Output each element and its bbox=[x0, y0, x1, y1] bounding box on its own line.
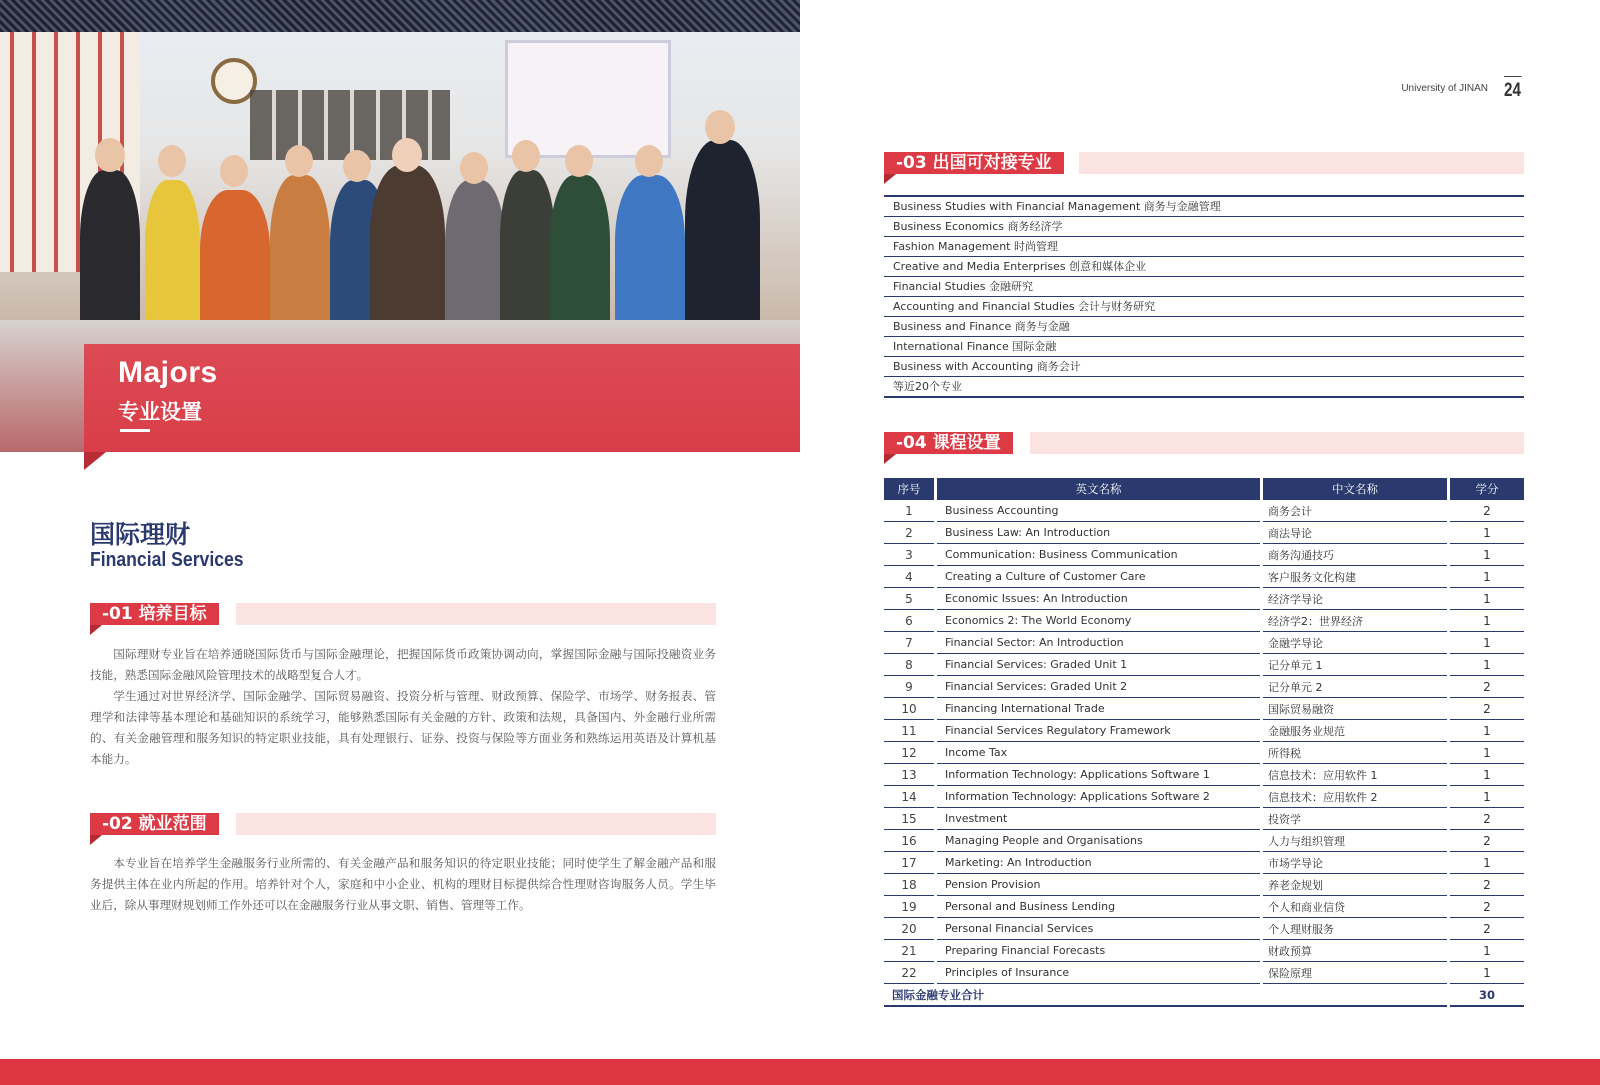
cell-course-zh: 个人理财服务 bbox=[1263, 918, 1447, 940]
cell-course-zh: 经济学2：世界经济 bbox=[1263, 610, 1447, 632]
program-title-en: Financial Services bbox=[90, 549, 244, 571]
section4-heading-corner bbox=[884, 454, 896, 464]
table-row bbox=[884, 654, 1524, 676]
cell-no: 2 bbox=[884, 522, 934, 544]
cell-course-en: Creating a Culture of Customer Care bbox=[937, 566, 1260, 588]
cell-course-zh: 信息技术：应用软件 1 bbox=[1263, 764, 1447, 786]
cell-course-en: Communication: Business Communication bbox=[937, 544, 1260, 566]
table-row bbox=[884, 544, 1524, 566]
table-row bbox=[884, 742, 1524, 764]
table-row bbox=[884, 566, 1524, 588]
list-item: Business and Finance 商务与金融 bbox=[884, 317, 1524, 337]
cell-credit: 1 bbox=[1450, 852, 1524, 874]
cell-course-en: Business Accounting bbox=[937, 500, 1260, 522]
table-header-row bbox=[884, 478, 1524, 500]
cell-credit: 1 bbox=[1450, 786, 1524, 808]
cell-credit: 2 bbox=[1450, 698, 1524, 720]
list-item: Business Economics 商务经济学 bbox=[884, 217, 1524, 237]
cell-credit: 1 bbox=[1450, 962, 1524, 984]
cell-course-zh: 记分单元 1 bbox=[1263, 654, 1447, 676]
hero-flag-corner bbox=[84, 452, 106, 470]
table-row bbox=[884, 720, 1524, 742]
section1-heading-bar bbox=[236, 603, 716, 625]
table-row bbox=[884, 632, 1524, 654]
cell-course-zh: 记分单元 2 bbox=[1263, 676, 1447, 698]
section2-heading-block bbox=[90, 813, 716, 835]
cell-course-en: Financial Services: Graded Unit 1 bbox=[937, 654, 1260, 676]
cell-credit: 2 bbox=[1450, 874, 1524, 896]
cell-course-en: Personal Financial Services bbox=[937, 918, 1260, 940]
cell-no: 8 bbox=[884, 654, 934, 676]
section2-heading-bar bbox=[236, 813, 716, 835]
cell-course-zh: 商务沟通技巧 bbox=[1263, 544, 1447, 566]
cell-course-en: Financing International Trade bbox=[937, 698, 1260, 720]
cell-credit: 2 bbox=[1450, 918, 1524, 940]
table-row bbox=[884, 852, 1524, 874]
table-total-row bbox=[884, 984, 1524, 1007]
cell-course-en: Financial Services Regulatory Framework bbox=[937, 720, 1260, 742]
section4-heading-bar bbox=[1030, 432, 1524, 454]
page-number: 24 bbox=[1504, 76, 1522, 102]
group-photo bbox=[0, 0, 800, 452]
cell-course-zh: 客户服务文化构建 bbox=[1263, 566, 1447, 588]
section1-paragraph-1: 国际理财专业旨在培养通晓国际货币与国际金融理论，把握国际货币政策协调动向，掌握国际金融与国际投融资业务技能，熟悉国际金融风险管理技术的战略型复合人才。 bbox=[90, 647, 716, 682]
total-value: 30 bbox=[1450, 984, 1524, 1007]
cell-credit: 1 bbox=[1450, 588, 1524, 610]
cell-credit: 2 bbox=[1450, 500, 1524, 522]
table-row bbox=[884, 698, 1524, 720]
cell-course-zh: 财政预算 bbox=[1263, 940, 1447, 962]
cell-course-zh: 保险原理 bbox=[1263, 962, 1447, 984]
cell-course-en: Personal and Business Lending bbox=[937, 896, 1260, 918]
ceiling-grid bbox=[0, 0, 800, 32]
hero-underline bbox=[120, 429, 150, 432]
footer-bar bbox=[0, 1059, 1600, 1085]
cell-no: 7 bbox=[884, 632, 934, 654]
table-row bbox=[884, 940, 1524, 962]
cell-course-zh: 金融学导论 bbox=[1263, 632, 1447, 654]
cell-credit: 1 bbox=[1450, 544, 1524, 566]
cell-credit: 1 bbox=[1450, 522, 1524, 544]
cell-no: 6 bbox=[884, 610, 934, 632]
cell-no: 12 bbox=[884, 742, 934, 764]
table-row bbox=[884, 764, 1524, 786]
cell-course-en: Economics 2: The World Economy bbox=[937, 610, 1260, 632]
cell-no: 9 bbox=[884, 676, 934, 698]
cell-course-en: Pension Provision bbox=[937, 874, 1260, 896]
cell-no: 19 bbox=[884, 896, 934, 918]
cell-course-zh: 人力与组织管理 bbox=[1263, 830, 1447, 852]
cell-no: 18 bbox=[884, 874, 934, 896]
cell-course-zh: 商务会计 bbox=[1263, 500, 1447, 522]
cell-credit: 1 bbox=[1450, 940, 1524, 962]
cell-no: 13 bbox=[884, 764, 934, 786]
table-row bbox=[884, 676, 1524, 698]
cell-course-en: Principles of Insurance bbox=[937, 962, 1260, 984]
section1-heading-block bbox=[90, 603, 716, 625]
cell-no: 3 bbox=[884, 544, 934, 566]
cell-course-en: Information Technology: Applications Software 1 bbox=[937, 764, 1260, 786]
cell-no: 22 bbox=[884, 962, 934, 984]
cell-credit: 2 bbox=[1450, 808, 1524, 830]
cell-course-zh: 金融服务业规范 bbox=[1263, 720, 1447, 742]
cell-credit: 1 bbox=[1450, 764, 1524, 786]
cell-credit: 2 bbox=[1450, 896, 1524, 918]
col-header-credit: 学分 bbox=[1450, 478, 1524, 500]
cell-no: 4 bbox=[884, 566, 934, 588]
section3-heading-corner bbox=[884, 174, 896, 184]
section1-heading: -01 培养目标 bbox=[90, 603, 219, 625]
cell-no: 20 bbox=[884, 918, 934, 940]
table-row bbox=[884, 588, 1524, 610]
list-item: Business Studies with Financial Management 商务与金融管理 bbox=[884, 197, 1524, 217]
cell-course-en: Financial Services: Graded Unit 2 bbox=[937, 676, 1260, 698]
list-item: Financial Studies 金融研究 bbox=[884, 277, 1524, 297]
table-row bbox=[884, 918, 1524, 940]
cell-no: 1 bbox=[884, 500, 934, 522]
section2-paragraph: 本专业旨在培养学生金融服务行业所需的、有关金融产品和服务知识的待定职业技能；同时使学生了解金融产品和服务提供主体在业内所起的作用。培养针对个人，家庭和中小企业、机构的理财目标提供综合性理财咨询服务人员。学生毕业后，除从事理财规划师工作外还可以在金融服务行业从事文职、销售、管理等工作。 bbox=[90, 856, 716, 912]
cell-no: 10 bbox=[884, 698, 934, 720]
cell-course-en: Managing People and Organisations bbox=[937, 830, 1260, 852]
section3-heading-block bbox=[884, 152, 1524, 174]
cell-course-zh: 市场学导论 bbox=[1263, 852, 1447, 874]
cell-course-en: Marketing: An Introduction bbox=[937, 852, 1260, 874]
cell-credit: 1 bbox=[1450, 742, 1524, 764]
table-row bbox=[884, 874, 1524, 896]
cell-course-zh: 个人和商业信贷 bbox=[1263, 896, 1447, 918]
cell-course-en: Income Tax bbox=[937, 742, 1260, 764]
crowd bbox=[70, 110, 790, 340]
list-item: Accounting and Financial Studies 会计与财务研究 bbox=[884, 297, 1524, 317]
section3-heading-bar bbox=[1079, 152, 1524, 174]
hero-title-en: Majors bbox=[118, 356, 218, 389]
section4-heading-block bbox=[884, 432, 1524, 454]
list-item: Fashion Management 时尚管理 bbox=[884, 237, 1524, 257]
section1-heading-corner bbox=[90, 625, 102, 635]
cell-course-zh: 信息技术：应用软件 2 bbox=[1263, 786, 1447, 808]
section2-heading-corner bbox=[90, 835, 102, 845]
section3-heading: -03 出国可对接专业 bbox=[884, 152, 1064, 174]
cell-course-zh: 国际贸易融资 bbox=[1263, 698, 1447, 720]
cell-no: 15 bbox=[884, 808, 934, 830]
cell-no: 21 bbox=[884, 940, 934, 962]
cell-course-zh: 养老金规划 bbox=[1263, 874, 1447, 896]
cell-course-en: Economic Issues: An Introduction bbox=[937, 588, 1260, 610]
section4-heading: -04 课程设置 bbox=[884, 432, 1013, 454]
cell-no: 17 bbox=[884, 852, 934, 874]
list-item: International Finance 国际金融 bbox=[884, 337, 1524, 357]
cell-credit: 1 bbox=[1450, 610, 1524, 632]
program-title-zh: 国际理财 bbox=[90, 520, 191, 549]
cell-course-en: Business Law: An Introduction bbox=[937, 522, 1260, 544]
cell-course-zh: 所得税 bbox=[1263, 742, 1447, 764]
course-table-body bbox=[884, 500, 1524, 1007]
total-label: 国际金融专业合计 bbox=[884, 984, 1447, 1007]
cell-course-zh: 投资学 bbox=[1263, 808, 1447, 830]
cell-course-en: Preparing Financial Forecasts bbox=[937, 940, 1260, 962]
list-item: Business with Accounting 商务会计 bbox=[884, 357, 1524, 377]
table-row bbox=[884, 522, 1524, 544]
cell-credit: 1 bbox=[1450, 566, 1524, 588]
table-row bbox=[884, 808, 1524, 830]
table-row bbox=[884, 896, 1524, 918]
list-item: Creative and Media Enterprises 创意和媒体企业 bbox=[884, 257, 1524, 277]
list-item: 等近20个专业 bbox=[884, 377, 1524, 398]
cell-credit: 1 bbox=[1450, 632, 1524, 654]
course-table bbox=[881, 478, 1527, 1007]
table-row bbox=[884, 830, 1524, 852]
table-row bbox=[884, 610, 1524, 632]
university-name: University of JINAN bbox=[1401, 83, 1488, 94]
col-header-en: 英文名称 bbox=[937, 478, 1260, 500]
col-header-no: 序号 bbox=[884, 478, 934, 500]
cell-course-zh: 商法导论 bbox=[1263, 522, 1447, 544]
cell-no: 5 bbox=[884, 588, 934, 610]
cell-credit: 2 bbox=[1450, 676, 1524, 698]
cell-course-zh: 经济学导论 bbox=[1263, 588, 1447, 610]
hero-title-zh: 专业设置 bbox=[118, 400, 202, 424]
cell-no: 11 bbox=[884, 720, 934, 742]
cell-no: 14 bbox=[884, 786, 934, 808]
table-row bbox=[884, 500, 1524, 522]
col-header-zh: 中文名称 bbox=[1263, 478, 1447, 500]
table-row bbox=[884, 786, 1524, 808]
cell-course-en: Investment bbox=[937, 808, 1260, 830]
cell-credit: 1 bbox=[1450, 654, 1524, 676]
cell-no: 16 bbox=[884, 830, 934, 852]
majors-list bbox=[884, 195, 1524, 398]
cell-course-en: Information Technology: Applications Software 2 bbox=[937, 786, 1260, 808]
cell-credit: 2 bbox=[1450, 830, 1524, 852]
section2-heading: -02 就业范围 bbox=[90, 813, 219, 835]
section1-paragraph-2: 学生通过对世界经济学、国际金融学、国际贸易融资、投资分析与管理、财政预算、保险学、市场学、财务报表、管理学和法律等基本理论和基础知识的系统学习，能够熟悉国际有关金融的方针、政策和法规，具备国内、外金融行业所需的、有关金融管理和服务知识的特定职业技能，具有处理银行、证券、投资与保险等方面业务和熟练运用英语及计算机基本能力。 bbox=[90, 689, 716, 766]
table-row bbox=[884, 962, 1524, 984]
cell-credit: 1 bbox=[1450, 720, 1524, 742]
cell-course-en: Financial Sector: An Introduction bbox=[937, 632, 1260, 654]
